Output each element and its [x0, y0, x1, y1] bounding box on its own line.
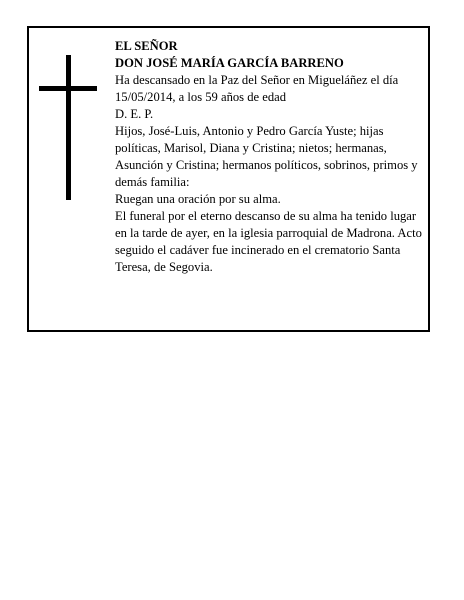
funeral-details: El funeral por el eterno descanso de su alma ha tenido lugar en la tarde de ayer, en la iglesia parroquial de Madrona. Acto seguido el cadáver fue incinerado en el crematorio Santa Teresa, de Segovia.	[115, 209, 422, 274]
latin-cross-icon	[39, 55, 97, 200]
cross-horizontal-bar	[39, 86, 97, 91]
death-statement: Ha descansado en la Paz del Señor en Migueláñez el día 15/05/2014, a los 59 años de edad	[115, 73, 399, 104]
notice-title-line1: EL SEÑOR	[115, 39, 178, 53]
notice-title-line2: DON JOSÉ MARÍA GARCÍA BARRENO	[115, 56, 344, 70]
cross-vertical-bar	[66, 55, 71, 200]
notice-text	[115, 38, 423, 276]
obituary-notice	[27, 26, 430, 332]
prayer-request: Ruegan una oración por su alma.	[115, 192, 281, 206]
family-list: Hijos, José-Luis, Antonio y Pedro García Yuste; hijas políticas, Marisol, Diana y Cristina; nietos; hermanas, Asunción y Cristina; hermanos políticos, sobrinos, primos y demás familia:	[115, 124, 418, 189]
rip-abbreviation: D. E. P.	[115, 107, 154, 121]
